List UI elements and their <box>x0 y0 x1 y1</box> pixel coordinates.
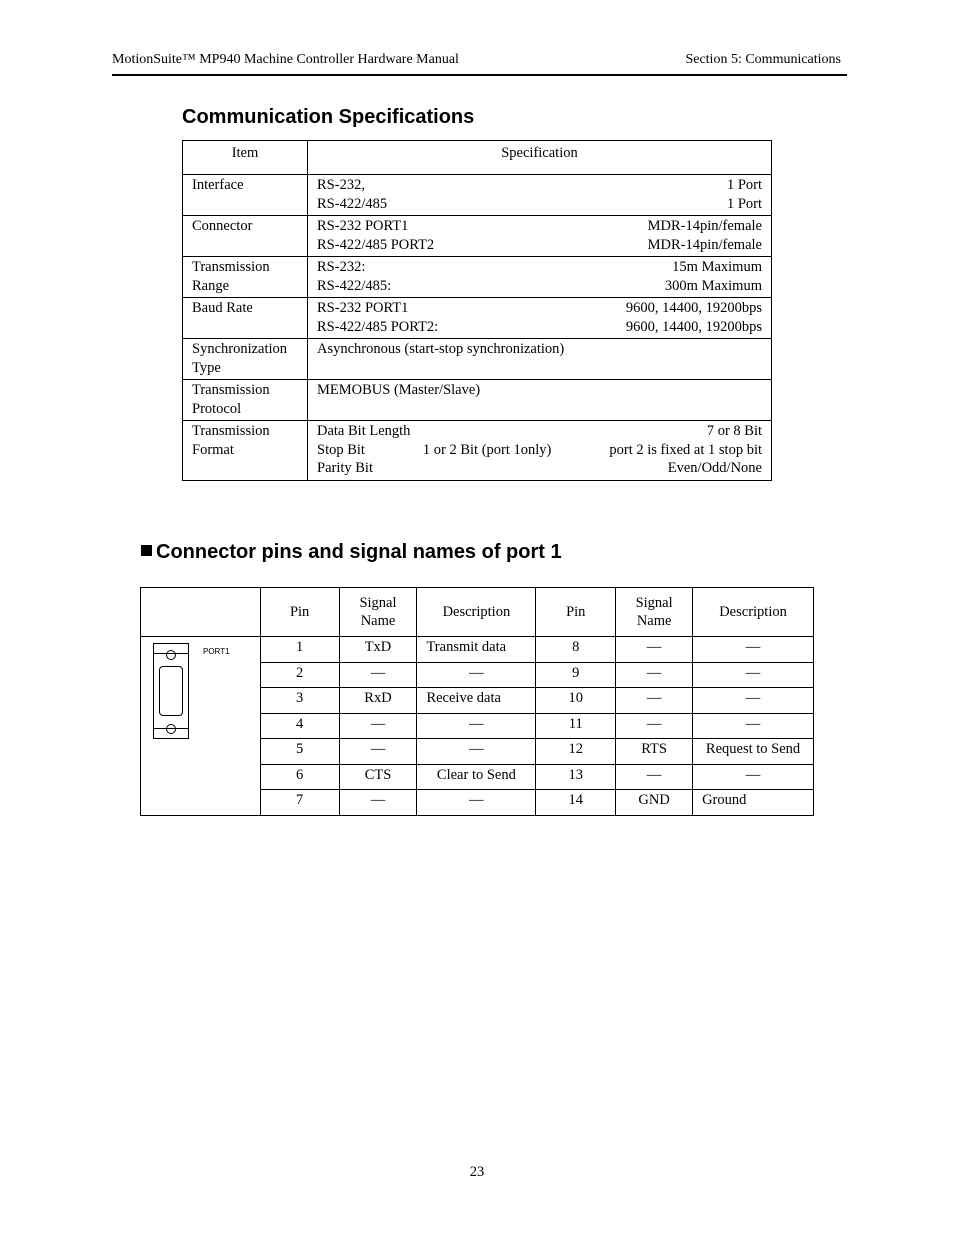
spec-line <box>317 441 762 460</box>
spec-line-mid <box>434 236 647 255</box>
signal-name-cell: RxD <box>339 688 417 714</box>
table-row <box>183 421 772 481</box>
description-cell: — <box>417 739 536 765</box>
column-header-line: Name <box>360 613 396 629</box>
spec-value-cell <box>308 257 772 298</box>
spec-item-label: Transmission <box>192 423 270 439</box>
spec-item-label: Protocol <box>192 400 242 417</box>
spec-item-label: Interface <box>192 177 244 193</box>
spec-line <box>317 217 762 236</box>
description-cell: Receive data <box>417 688 536 714</box>
spec-line-mid <box>373 459 668 478</box>
connector-icon <box>153 643 189 739</box>
table-row <box>141 637 814 663</box>
spec-line-mid <box>391 277 665 296</box>
spec-line-mid: 1 or 2 Bit (port 1only) <box>422 441 552 458</box>
table-row <box>183 298 772 339</box>
column-header-line: Description <box>719 604 787 620</box>
signal-name-cell: — <box>616 688 693 714</box>
spec-line-right: 7 or 8 Bit <box>706 423 762 439</box>
spec-line-left: Parity Bit <box>317 460 373 476</box>
column-header: Specification <box>308 141 772 175</box>
signal-name-cell: — <box>339 790 417 816</box>
description-cell: — <box>693 637 814 663</box>
spec-line <box>317 176 762 195</box>
column-header <box>339 588 417 637</box>
spec-value-cell <box>308 339 772 380</box>
square-bullet-icon <box>141 545 152 556</box>
connector-diagram-cell <box>141 637 261 816</box>
spec-line-right: 9600, 14400, 19200bps <box>625 300 762 316</box>
table-row <box>183 257 772 298</box>
description-cell: — <box>693 713 814 739</box>
pin-number-cell: 2 <box>260 662 339 688</box>
signal-name-cell: — <box>616 764 693 790</box>
spec-item-label: Synchronization <box>192 341 288 357</box>
spec-line-left: RS-232: <box>317 259 366 275</box>
spec-item-label: Baud Rate <box>192 300 253 316</box>
spec-line-left: MEMOBUS (Master/Slave) <box>317 382 481 398</box>
spec-line <box>317 236 762 255</box>
column-header-line: Description <box>442 604 511 620</box>
connector-pins-title <box>141 541 562 564</box>
column-header <box>693 588 814 637</box>
spec-line-left: Asynchronous (start-stop synchronization) <box>317 341 565 357</box>
spec-line <box>317 195 762 214</box>
pin-number-cell: 11 <box>536 713 616 739</box>
spec-item-cell <box>183 257 308 298</box>
description-cell: — <box>693 662 814 688</box>
pin-number-cell: 8 <box>536 637 616 663</box>
spec-line <box>317 340 762 359</box>
spec-line-left: Stop Bit <box>317 441 365 458</box>
table-row <box>183 175 772 216</box>
pin-number-cell: 14 <box>536 790 616 816</box>
column-header-line: Pin <box>289 604 310 620</box>
spec-line-right: 1 Port <box>726 195 762 212</box>
comm-spec-title: Communication Specifications <box>182 106 475 128</box>
table-header-row <box>183 141 772 175</box>
page-number: 23 <box>469 1164 485 1180</box>
pin-number-cell: 6 <box>260 764 339 790</box>
signal-name-cell: — <box>339 713 417 739</box>
description-cell: — <box>417 662 536 688</box>
spec-line <box>317 422 762 441</box>
screw-hole-icon <box>166 650 176 660</box>
spec-line-left: RS-422/485: <box>317 277 392 294</box>
description-cell: — <box>693 764 814 790</box>
spec-line <box>317 318 762 337</box>
column-header-line: Signal <box>359 595 397 611</box>
spec-line-right: MDR-14pin/female <box>647 236 762 253</box>
spec-line-right: 15m Maximum <box>672 259 762 275</box>
pin-number-cell: 9 <box>536 662 616 688</box>
table-row <box>183 380 772 421</box>
spec-item-cell <box>183 421 308 481</box>
spec-line <box>317 299 762 318</box>
table-row <box>183 216 772 257</box>
signal-name-cell: GND <box>616 790 693 816</box>
spec-item-label: Transmission <box>192 382 270 398</box>
spec-line-left: RS-232 PORT1 <box>317 300 409 316</box>
spec-item-cell <box>183 216 308 257</box>
spec-line-mid <box>438 318 626 337</box>
manual-title: MotionSuite™ MP940 Machine Controller Hardware Manual <box>112 52 459 67</box>
pin-number-cell: 10 <box>536 688 616 714</box>
description-cell: Ground <box>693 790 814 816</box>
description-cell: Clear to Send <box>417 764 536 790</box>
spec-line-left: RS-422/485 <box>317 195 388 212</box>
spec-value-cell <box>308 175 772 216</box>
spec-line <box>317 459 762 478</box>
spec-line-left: RS-422/485 PORT2 <box>317 236 435 253</box>
column-header-line: Pin <box>566 604 586 620</box>
spec-item-label: Range <box>192 277 230 294</box>
description-cell: — <box>417 790 536 816</box>
spec-line-right: Even/Odd/None <box>667 460 762 476</box>
spec-item-label: Type <box>192 359 221 376</box>
spec-value-cell <box>308 380 772 421</box>
signal-name-cell: — <box>616 713 693 739</box>
spec-line-mid <box>408 299 625 318</box>
spec-line-left: RS-422/485 PORT2: <box>317 318 439 335</box>
spec-line-left: RS-232 PORT1 <box>317 218 409 234</box>
pin-number-cell: 13 <box>536 764 616 790</box>
spec-item-cell <box>183 380 308 421</box>
pin-table <box>140 587 814 816</box>
signal-name-cell: — <box>339 739 417 765</box>
table-header-row <box>141 588 814 637</box>
column-header <box>616 588 693 637</box>
spec-line <box>317 277 762 296</box>
column-header <box>260 588 339 637</box>
spec-line-right: port 2 is fixed at 1 stop bit <box>609 441 762 458</box>
signal-name-cell: — <box>339 662 417 688</box>
description-cell: Transmit data <box>417 637 536 663</box>
spec-line-right: MDR-14pin/female <box>647 218 762 234</box>
spec-line-mid <box>365 176 727 195</box>
spec-item-cell <box>183 339 308 380</box>
signal-name-cell: TxD <box>339 637 417 663</box>
pin-number-cell: 12 <box>536 739 616 765</box>
spec-value-cell <box>308 421 772 481</box>
spec-item-cell <box>183 298 308 339</box>
spec-line-mid <box>408 217 647 236</box>
description-cell: — <box>417 713 536 739</box>
signal-name-cell: CTS <box>339 764 417 790</box>
spec-line-mid <box>480 381 762 400</box>
screw-hole-icon <box>166 724 176 734</box>
signal-name-cell: — <box>616 637 693 663</box>
column-header-line: Name <box>636 613 672 629</box>
spec-line-mid <box>410 422 706 441</box>
spec-value-cell <box>308 298 772 339</box>
spec-line-right: 300m Maximum <box>664 277 762 294</box>
signal-name-cell: RTS <box>616 739 693 765</box>
spec-line-left: RS-232, <box>317 177 365 193</box>
pin-number-cell: 5 <box>260 739 339 765</box>
pin-number-cell: 7 <box>260 790 339 816</box>
page-header <box>112 52 847 76</box>
table-row <box>183 339 772 380</box>
section-title: Section 5: Communications <box>685 52 841 67</box>
column-header: Item <box>183 141 308 175</box>
pin-number-cell: 4 <box>260 713 339 739</box>
column-header <box>536 588 616 637</box>
pin-number-cell: 3 <box>260 688 339 714</box>
spec-line-right: 1 Port <box>726 177 762 193</box>
pin-number-cell: 1 <box>260 637 339 663</box>
blank-header-cell <box>141 588 261 637</box>
port-label: PORT1 <box>203 647 230 656</box>
signal-name-cell: — <box>616 662 693 688</box>
column-header <box>417 588 536 637</box>
column-header-line: Signal <box>635 595 673 611</box>
comm-spec-table <box>182 140 772 481</box>
spec-line <box>317 258 762 277</box>
connector-pins-title-text: Connector pins and signal names of port 1 <box>156 541 562 563</box>
spec-item-cell <box>183 175 308 216</box>
spec-line-mid <box>564 340 762 359</box>
spec-line-right: 9600, 14400, 19200bps <box>625 318 762 335</box>
spec-item-label: Format <box>192 441 234 458</box>
spec-line-mid <box>387 195 727 214</box>
spec-line-left: Data Bit Length <box>317 423 411 439</box>
spec-value-cell <box>308 216 772 257</box>
spec-line-mid <box>365 258 672 277</box>
spec-item-label: Connector <box>192 218 253 234</box>
description-cell: — <box>693 688 814 714</box>
connector-body <box>159 666 183 716</box>
spec-line <box>317 381 762 400</box>
description-cell: Request to Send <box>693 739 814 765</box>
spec-item-label: Transmission <box>192 259 270 275</box>
